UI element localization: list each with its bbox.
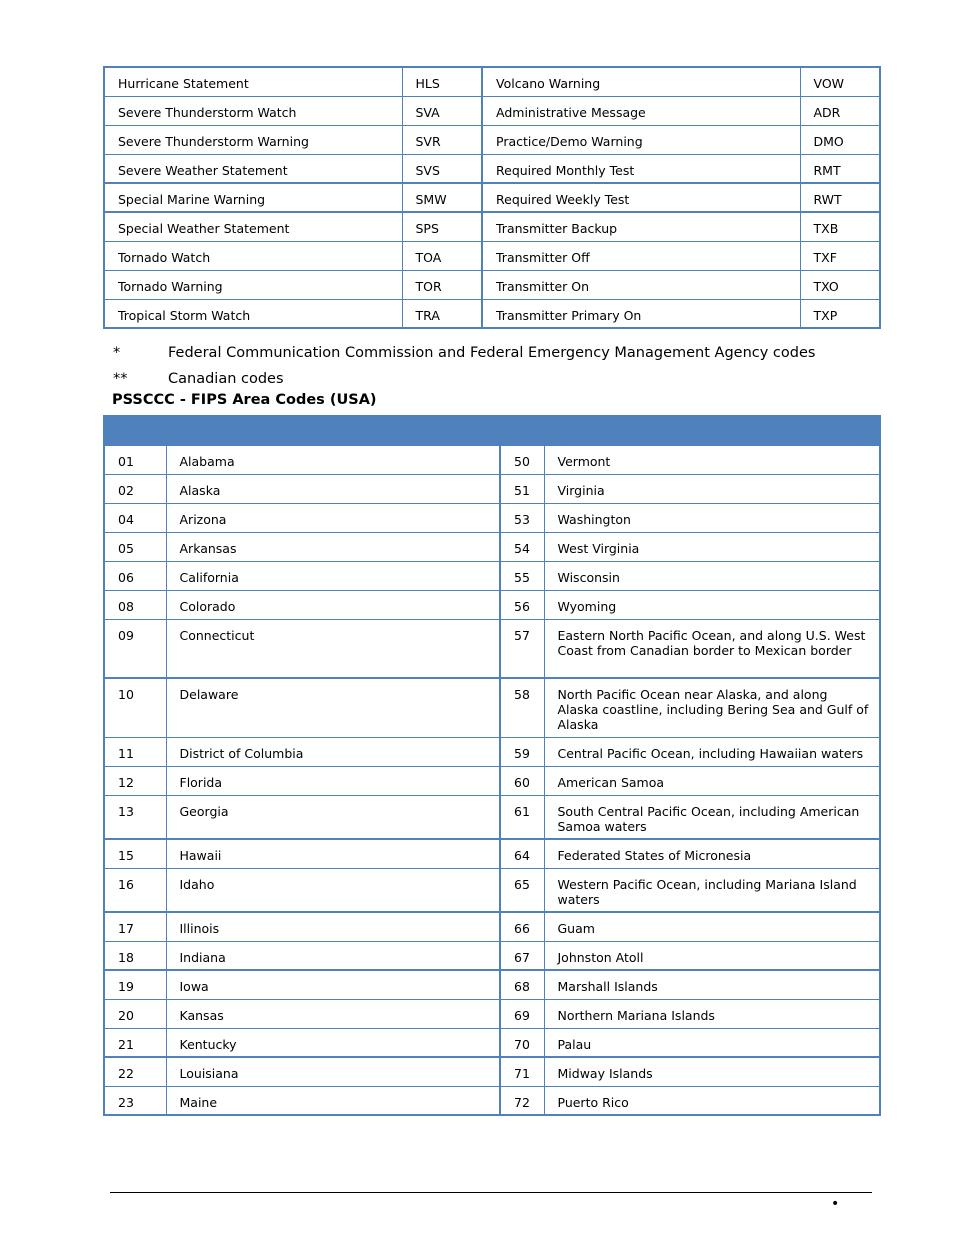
- table-row: [104, 561, 880, 590]
- footnote-text: Canadian codes: [168, 371, 284, 387]
- event-code-cell: TXO: [800, 270, 880, 299]
- fips-name-cell: California: [166, 561, 500, 590]
- event-name-cell: Transmitter Backup: [482, 212, 800, 241]
- fips-name-cell: Maine: [166, 1086, 500, 1115]
- table-row: [104, 503, 880, 532]
- fips-code-cell: 15: [104, 839, 166, 868]
- table-row: [104, 766, 880, 795]
- fips-name-cell: Florida: [166, 766, 500, 795]
- fips-code-cell: 59: [500, 737, 544, 766]
- event-code-cell: TXF: [800, 241, 880, 270]
- fips-code-cell: 68: [500, 970, 544, 999]
- event-code-cell: RMT: [800, 154, 880, 183]
- fips-name-cell: Northern Mariana Islands: [544, 999, 880, 1028]
- fips-code-cell: 17: [104, 912, 166, 941]
- footer-bullet: •: [831, 1196, 840, 1212]
- fips-name-cell: Alabama: [166, 445, 500, 474]
- footnote-mark: *: [113, 345, 121, 361]
- event-code-cell: VOW: [800, 67, 880, 96]
- table-row: [104, 619, 880, 678]
- table-row: [104, 96, 880, 125]
- fips-code-cell: 61: [500, 795, 544, 839]
- event-code-cell: TRA: [402, 299, 482, 328]
- table-row: [104, 445, 880, 474]
- fips-name-cell: Vermont: [544, 445, 880, 474]
- table-row: [104, 125, 880, 154]
- fips-code-cell: 11: [104, 737, 166, 766]
- table-row: [104, 474, 880, 503]
- table-row: [104, 241, 880, 270]
- footnote: [113, 340, 815, 366]
- fips-name-cell: Indiana: [166, 941, 500, 970]
- fips-name-cell: Guam: [544, 912, 880, 941]
- table-header-band: [104, 416, 880, 445]
- event-name-cell: Special Weather Statement: [104, 212, 402, 241]
- table-row: [104, 532, 880, 561]
- table-row: [104, 154, 880, 183]
- event-name-cell: Special Marine Warning: [104, 183, 402, 212]
- fips-code-cell: 04: [104, 503, 166, 532]
- footnote-mark: **: [113, 371, 128, 387]
- fips-code-cell: 60: [500, 766, 544, 795]
- event-code-cell: SMW: [402, 183, 482, 212]
- event-name-cell: Volcano Warning: [482, 67, 800, 96]
- event-code-cell: RWT: [800, 183, 880, 212]
- event-code-cell: SPS: [402, 212, 482, 241]
- table-row: [104, 839, 880, 868]
- fips-name-cell: Washington: [544, 503, 880, 532]
- fips-name-cell: American Samoa: [544, 766, 880, 795]
- table-row: [104, 1057, 880, 1086]
- fips-name-cell: Kansas: [166, 999, 500, 1028]
- event-name-cell: Tornado Watch: [104, 241, 402, 270]
- table-row: [104, 590, 880, 619]
- fips-code-cell: 08: [104, 590, 166, 619]
- fips-code-cell: 13: [104, 795, 166, 839]
- fips-code-cell: 06: [104, 561, 166, 590]
- fips-name-cell: Louisiana: [166, 1057, 500, 1086]
- fips-code-cell: 21: [104, 1028, 166, 1057]
- event-code-cell: DMO: [800, 125, 880, 154]
- fips-code-cell: 58: [500, 678, 544, 737]
- fips-code-cell: 64: [500, 839, 544, 868]
- table-row: [104, 212, 880, 241]
- event-code-cell: SVA: [402, 96, 482, 125]
- footnote-text: Federal Communication Commission and Federal Emergency Management Agency codes: [168, 345, 816, 361]
- fips-code-cell: 67: [500, 941, 544, 970]
- fips-name-cell: West Virginia: [544, 532, 880, 561]
- event-name-cell: Severe Thunderstorm Watch: [104, 96, 402, 125]
- table-row: [104, 299, 880, 328]
- event-name-cell: Severe Thunderstorm Warning: [104, 125, 402, 154]
- fips-name-cell: Delaware: [166, 678, 500, 737]
- fips-code-cell: 12: [104, 766, 166, 795]
- fips-codes-table: [103, 415, 881, 1116]
- fips-name-cell: Federated States of Micronesia: [544, 839, 880, 868]
- fips-name-cell: District of Columbia: [166, 737, 500, 766]
- fips-code-cell: 54: [500, 532, 544, 561]
- table-row: [104, 67, 880, 96]
- fips-name-cell: Marshall Islands: [544, 970, 880, 999]
- table-row: [104, 678, 880, 737]
- fips-name-cell: Hawaii: [166, 839, 500, 868]
- fips-name-cell: Midway Islands: [544, 1057, 880, 1086]
- table-row: [104, 912, 880, 941]
- event-codes-table: [103, 66, 881, 329]
- event-name-cell: Transmitter Primary On: [482, 299, 800, 328]
- fips-code-cell: 57: [500, 619, 544, 678]
- table-row: [104, 183, 880, 212]
- table-row: [104, 941, 880, 970]
- table-row: [104, 737, 880, 766]
- event-code-cell: SVS: [402, 154, 482, 183]
- event-name-cell: Required Weekly Test: [482, 183, 800, 212]
- fips-name-cell: Johnston Atoll: [544, 941, 880, 970]
- fips-code-cell: 09: [104, 619, 166, 678]
- fips-code-cell: 50: [500, 445, 544, 474]
- fips-code-cell: 01: [104, 445, 166, 474]
- event-name-cell: Hurricane Statement: [104, 67, 402, 96]
- event-code-cell: ADR: [800, 96, 880, 125]
- event-code-cell: TOR: [402, 270, 482, 299]
- fips-name-cell: Puerto Rico: [544, 1086, 880, 1115]
- fips-code-cell: 10: [104, 678, 166, 737]
- table-row: [104, 999, 880, 1028]
- event-code-cell: HLS: [402, 67, 482, 96]
- table-row: [104, 270, 880, 299]
- footer-divider: [110, 1192, 872, 1193]
- event-name-cell: Severe Weather Statement: [104, 154, 402, 183]
- fips-code-cell: 02: [104, 474, 166, 503]
- fips-code-cell: 16: [104, 868, 166, 912]
- table-row: [104, 1086, 880, 1115]
- fips-code-cell: 56: [500, 590, 544, 619]
- fips-code-cell: 53: [500, 503, 544, 532]
- event-name-cell: Required Monthly Test: [482, 154, 800, 183]
- event-code-cell: TOA: [402, 241, 482, 270]
- fips-code-cell: 19: [104, 970, 166, 999]
- event-name-cell: Practice/Demo Warning: [482, 125, 800, 154]
- fips-code-cell: 72: [500, 1086, 544, 1115]
- fips-code-cell: 69: [500, 999, 544, 1028]
- fips-code-cell: 18: [104, 941, 166, 970]
- table-row: [104, 970, 880, 999]
- fips-code-cell: 22: [104, 1057, 166, 1086]
- fips-name-cell: Central Pacific Ocean, including Hawaiian waters: [544, 737, 880, 766]
- fips-name-cell: Iowa: [166, 970, 500, 999]
- event-name-cell: Tropical Storm Watch: [104, 299, 402, 328]
- fips-name-cell: Arizona: [166, 503, 500, 532]
- event-code-cell: TXP: [800, 299, 880, 328]
- event-name-cell: Transmitter On: [482, 270, 800, 299]
- fips-name-cell: Colorado: [166, 590, 500, 619]
- fips-name-cell: Arkansas: [166, 532, 500, 561]
- fips-code-cell: 20: [104, 999, 166, 1028]
- fips-name-cell: Western Pacific Ocean, including Mariana Island waters: [544, 868, 880, 912]
- fips-name-cell: North Pacific Ocean near Alaska, and along Alaska coastline, including Bering Sea and Gulf of Alaska: [544, 678, 880, 737]
- event-code-cell: SVR: [402, 125, 482, 154]
- fips-name-cell: Illinois: [166, 912, 500, 941]
- fips-code-cell: 70: [500, 1028, 544, 1057]
- fips-code-cell: 05: [104, 532, 166, 561]
- footnote: [113, 366, 815, 392]
- fips-code-cell: 23: [104, 1086, 166, 1115]
- fips-code-cell: 66: [500, 912, 544, 941]
- fips-code-cell: 65: [500, 868, 544, 912]
- fips-name-cell: Connecticut: [166, 619, 500, 678]
- fips-name-cell: Eastern North Pacific Ocean, and along U.S. West Coast from Canadian border to Mexican border: [544, 619, 880, 678]
- fips-code-cell: 71: [500, 1057, 544, 1086]
- event-name-cell: Tornado Warning: [104, 270, 402, 299]
- table-row: [104, 1028, 880, 1057]
- fips-name-cell: Wisconsin: [544, 561, 880, 590]
- fips-code-cell: 55: [500, 561, 544, 590]
- footnotes: [113, 340, 815, 392]
- fips-name-cell: Georgia: [166, 795, 500, 839]
- fips-code-cell: 51: [500, 474, 544, 503]
- fips-name-cell: Alaska: [166, 474, 500, 503]
- event-name-cell: Transmitter Off: [482, 241, 800, 270]
- event-name-cell: Administrative Message: [482, 96, 800, 125]
- fips-name-cell: Virginia: [544, 474, 880, 503]
- section-title: PSSCCC - FIPS Area Codes (USA): [112, 392, 377, 408]
- fips-name-cell: Palau: [544, 1028, 880, 1057]
- table-row: [104, 795, 880, 839]
- fips-name-cell: Wyoming: [544, 590, 880, 619]
- fips-name-cell: Idaho: [166, 868, 500, 912]
- table-row: [104, 868, 880, 912]
- event-code-cell: TXB: [800, 212, 880, 241]
- fips-name-cell: South Central Pacific Ocean, including American Samoa waters: [544, 795, 880, 839]
- fips-name-cell: Kentucky: [166, 1028, 500, 1057]
